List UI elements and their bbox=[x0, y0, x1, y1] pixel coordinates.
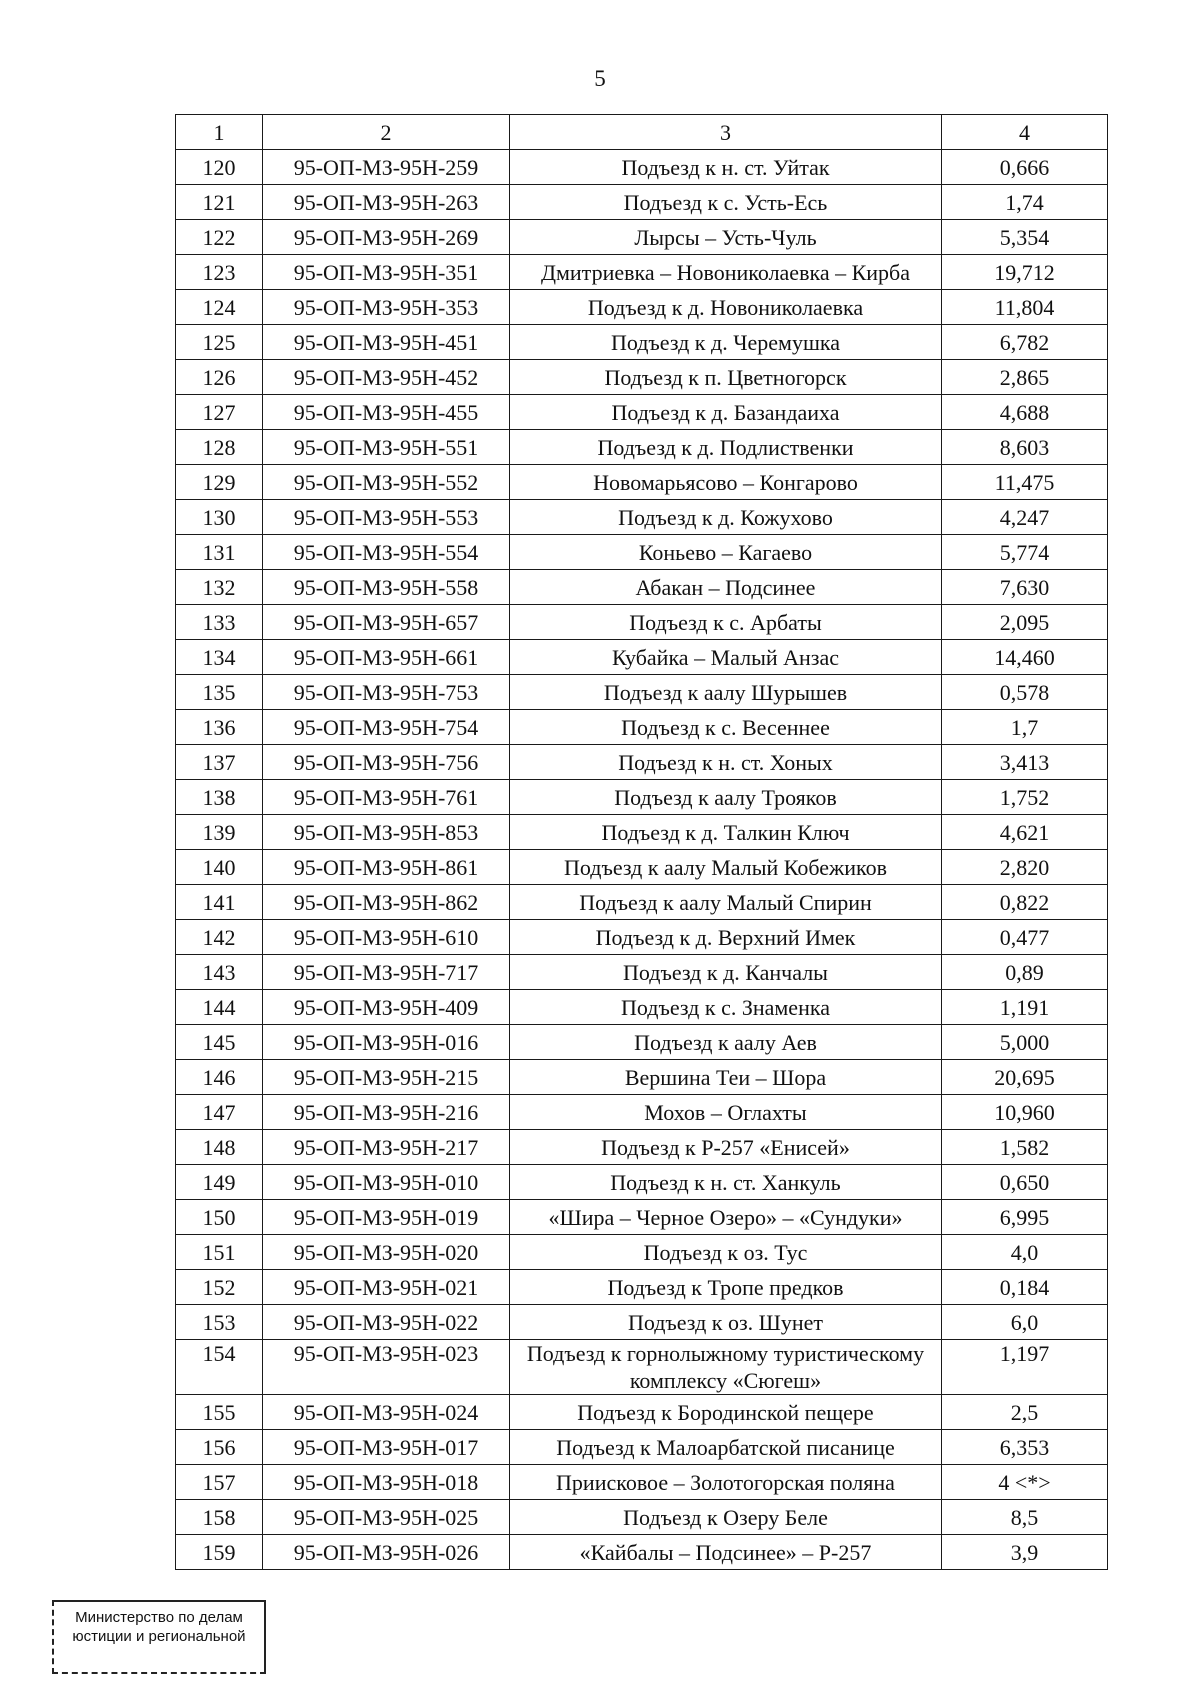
road-id: 95-ОП-МЗ-95Н-018 bbox=[263, 1465, 510, 1500]
road-name: Подъезд к аалу Трояков bbox=[510, 780, 942, 815]
road-id: 95-ОП-МЗ-95Н-657 bbox=[263, 605, 510, 640]
road-length: 8,603 bbox=[942, 430, 1108, 465]
row-number: 140 bbox=[176, 850, 263, 885]
road-name: Подъезд к Тропе предков bbox=[510, 1270, 942, 1305]
road-id: 95-ОП-МЗ-95Н-754 bbox=[263, 710, 510, 745]
road-id: 95-ОП-МЗ-95Н-025 bbox=[263, 1500, 510, 1535]
table-row bbox=[176, 1235, 1108, 1270]
road-id: 95-ОП-МЗ-95Н-022 bbox=[263, 1305, 510, 1340]
road-name: Подъезд к Р-257 «Енисей» bbox=[510, 1130, 942, 1165]
table-row bbox=[176, 430, 1108, 465]
page-number: 5 bbox=[594, 66, 606, 91]
row-number: 158 bbox=[176, 1500, 263, 1535]
road-length: 4,0 bbox=[942, 1235, 1108, 1270]
road-id: 95-ОП-МЗ-95Н-215 bbox=[263, 1060, 510, 1095]
header-col-4: 4 bbox=[942, 115, 1108, 150]
road-name: Подъезд к аалу Малый Спирин bbox=[510, 885, 942, 920]
road-id: 95-ОП-МЗ-95Н-553 bbox=[263, 500, 510, 535]
road-id: 95-ОП-МЗ-95Н-551 bbox=[263, 430, 510, 465]
road-length: 0,184 bbox=[942, 1270, 1108, 1305]
row-number: 137 bbox=[176, 745, 263, 780]
stamp-line-2: юстиции и региональной bbox=[72, 1628, 246, 1645]
road-name: Подъезд к н. ст. Уйтак bbox=[510, 150, 942, 185]
road-length: 7,630 bbox=[942, 570, 1108, 605]
road-length: 1,191 bbox=[942, 990, 1108, 1025]
table-row bbox=[176, 360, 1108, 395]
table-row bbox=[176, 1095, 1108, 1130]
road-id: 95-ОП-МЗ-95Н-217 bbox=[263, 1130, 510, 1165]
road-name: Подъезд к с. Знаменка bbox=[510, 990, 942, 1025]
road-id: 95-ОП-МЗ-95Н-452 bbox=[263, 360, 510, 395]
row-number: 127 bbox=[176, 395, 263, 430]
road-id: 95-ОП-МЗ-95Н-216 bbox=[263, 1095, 510, 1130]
row-number: 129 bbox=[176, 465, 263, 500]
road-id: 95-ОП-МЗ-95Н-016 bbox=[263, 1025, 510, 1060]
road-length: 6,782 bbox=[942, 325, 1108, 360]
row-number: 159 bbox=[176, 1535, 263, 1570]
road-length: 2,865 bbox=[942, 360, 1108, 395]
table-row bbox=[176, 1465, 1108, 1500]
road-id: 95-ОП-МЗ-95Н-019 bbox=[263, 1200, 510, 1235]
table-row bbox=[176, 185, 1108, 220]
table-row bbox=[176, 535, 1108, 570]
road-length: 1,197 bbox=[942, 1340, 1108, 1395]
road-length: 6,0 bbox=[942, 1305, 1108, 1340]
road-length: 0,650 bbox=[942, 1165, 1108, 1200]
table-header bbox=[176, 115, 1108, 150]
table-row bbox=[176, 1535, 1108, 1570]
road-length: 2,5 bbox=[942, 1395, 1108, 1430]
road-name: Подъезд к д. Подлиственки bbox=[510, 430, 942, 465]
row-number: 135 bbox=[176, 675, 263, 710]
row-number: 156 bbox=[176, 1430, 263, 1465]
road-id: 95-ОП-МЗ-95Н-717 bbox=[263, 955, 510, 990]
road-length: 0,666 bbox=[942, 150, 1108, 185]
table-row bbox=[176, 1165, 1108, 1200]
road-name: Дмитриевка – Новониколаевка – Кирба bbox=[510, 255, 942, 290]
road-id: 95-ОП-МЗ-95Н-610 bbox=[263, 920, 510, 955]
table-row bbox=[176, 850, 1108, 885]
road-id: 95-ОП-МЗ-95Н-753 bbox=[263, 675, 510, 710]
road-id: 95-ОП-МЗ-95Н-259 bbox=[263, 150, 510, 185]
road-length: 4,621 bbox=[942, 815, 1108, 850]
road-id: 95-ОП-МЗ-95Н-451 bbox=[263, 325, 510, 360]
road-length: 8,5 bbox=[942, 1500, 1108, 1535]
table-row bbox=[176, 675, 1108, 710]
road-id: 95-ОП-МЗ-95Н-853 bbox=[263, 815, 510, 850]
row-number: 153 bbox=[176, 1305, 263, 1340]
road-id: 95-ОП-МЗ-95Н-409 bbox=[263, 990, 510, 1025]
road-name: «Кайбалы – Подсинее» – Р-257 bbox=[510, 1535, 942, 1570]
road-length: 5,354 bbox=[942, 220, 1108, 255]
table-row bbox=[176, 465, 1108, 500]
roads-table bbox=[175, 114, 1108, 1570]
road-length: 0,578 bbox=[942, 675, 1108, 710]
row-number: 134 bbox=[176, 640, 263, 675]
row-number: 139 bbox=[176, 815, 263, 850]
row-number: 126 bbox=[176, 360, 263, 395]
row-number: 148 bbox=[176, 1130, 263, 1165]
road-name: Подъезд к Бородинской пещере bbox=[510, 1395, 942, 1430]
table-body bbox=[176, 150, 1108, 1570]
row-number: 151 bbox=[176, 1235, 263, 1270]
road-name: Подъезд к аалу Шурышев bbox=[510, 675, 942, 710]
table-row bbox=[176, 325, 1108, 360]
road-length: 4 <*> bbox=[942, 1465, 1108, 1500]
row-number: 122 bbox=[176, 220, 263, 255]
road-length: 11,475 bbox=[942, 465, 1108, 500]
stamp-line-1: Министерство по делам bbox=[75, 1609, 243, 1626]
road-id: 95-ОП-МЗ-95Н-552 bbox=[263, 465, 510, 500]
table-row bbox=[176, 290, 1108, 325]
table-row bbox=[176, 1025, 1108, 1060]
road-length: 2,820 bbox=[942, 850, 1108, 885]
table-row bbox=[176, 1060, 1108, 1095]
table-row bbox=[176, 1430, 1108, 1465]
road-length: 4,688 bbox=[942, 395, 1108, 430]
table-row bbox=[176, 150, 1108, 185]
road-name: Подъезд к оз. Тус bbox=[510, 1235, 942, 1270]
table-row bbox=[176, 605, 1108, 640]
row-number: 121 bbox=[176, 185, 263, 220]
row-number: 152 bbox=[176, 1270, 263, 1305]
road-id: 95-ОП-МЗ-95Н-023 bbox=[263, 1340, 510, 1395]
road-length: 3,413 bbox=[942, 745, 1108, 780]
table-row bbox=[176, 1270, 1108, 1305]
road-length: 11,804 bbox=[942, 290, 1108, 325]
row-number: 142 bbox=[176, 920, 263, 955]
row-number: 120 bbox=[176, 150, 263, 185]
row-number: 150 bbox=[176, 1200, 263, 1235]
road-name: Мохов – Оглахты bbox=[510, 1095, 942, 1130]
road-name: Лырсы – Усть-Чуль bbox=[510, 220, 942, 255]
row-number: 123 bbox=[176, 255, 263, 290]
row-number: 138 bbox=[176, 780, 263, 815]
road-length: 0,89 bbox=[942, 955, 1108, 990]
table-row bbox=[176, 640, 1108, 675]
road-id: 95-ОП-МЗ-95Н-554 bbox=[263, 535, 510, 570]
road-id: 95-ОП-МЗ-95Н-756 bbox=[263, 745, 510, 780]
road-name: Подъезд к д. Верхний Имек bbox=[510, 920, 942, 955]
table-row bbox=[176, 990, 1108, 1025]
road-name: Кубайка – Малый Анзас bbox=[510, 640, 942, 675]
row-number: 131 bbox=[176, 535, 263, 570]
table-row bbox=[176, 780, 1108, 815]
row-number: 133 bbox=[176, 605, 263, 640]
table-row bbox=[176, 395, 1108, 430]
table-row bbox=[176, 500, 1108, 535]
road-name: Подъезд к н. ст. Хоных bbox=[510, 745, 942, 780]
road-name: Подъезд к д. Канчалы bbox=[510, 955, 942, 990]
row-number: 141 bbox=[176, 885, 263, 920]
header-col-2: 2 bbox=[263, 115, 510, 150]
row-number: 143 bbox=[176, 955, 263, 990]
road-name: Вершина Теи – Шора bbox=[510, 1060, 942, 1095]
header-col-3: 3 bbox=[510, 115, 942, 150]
road-length: 2,095 bbox=[942, 605, 1108, 640]
road-name: Подъезд к д. Кожухово bbox=[510, 500, 942, 535]
road-name: Подъезд к д. Черемушка bbox=[510, 325, 942, 360]
road-name: Подъезд к аалу Малый Кобежиков bbox=[510, 850, 942, 885]
table-row bbox=[176, 1500, 1108, 1535]
table-row bbox=[176, 220, 1108, 255]
road-id: 95-ОП-МЗ-95Н-024 bbox=[263, 1395, 510, 1430]
road-name: Подъезд к д. Базандаиха bbox=[510, 395, 942, 430]
road-name: Подъезд к Озеру Беле bbox=[510, 1500, 942, 1535]
road-name: Новомарьясово – Конгарово bbox=[510, 465, 942, 500]
row-number: 147 bbox=[176, 1095, 263, 1130]
road-length: 3,9 bbox=[942, 1535, 1108, 1570]
road-length: 4,247 bbox=[942, 500, 1108, 535]
road-name: Подъезд к оз. Шунет bbox=[510, 1305, 942, 1340]
road-id: 95-ОП-МЗ-95Н-263 bbox=[263, 185, 510, 220]
road-name: Приисковое – Золотогорская поляна bbox=[510, 1465, 942, 1500]
road-id: 95-ОП-МЗ-95Н-351 bbox=[263, 255, 510, 290]
road-length: 0,477 bbox=[942, 920, 1108, 955]
road-name: Подъезд к с. Весеннее bbox=[510, 710, 942, 745]
row-number: 136 bbox=[176, 710, 263, 745]
road-length: 5,000 bbox=[942, 1025, 1108, 1060]
road-length: 19,712 bbox=[942, 255, 1108, 290]
road-length: 1,7 bbox=[942, 710, 1108, 745]
road-id: 95-ОП-МЗ-95Н-558 bbox=[263, 570, 510, 605]
header-row bbox=[176, 115, 1108, 150]
road-id: 95-ОП-МЗ-95Н-269 bbox=[263, 220, 510, 255]
road-name: Подъезд к д. Новониколаевка bbox=[510, 290, 942, 325]
road-length: 1,582 bbox=[942, 1130, 1108, 1165]
road-id: 95-ОП-МЗ-95Н-861 bbox=[263, 850, 510, 885]
table-row bbox=[176, 1340, 1108, 1395]
row-number: 144 bbox=[176, 990, 263, 1025]
table-row bbox=[176, 955, 1108, 990]
road-length: 1,74 bbox=[942, 185, 1108, 220]
road-name: «Шира – Черное Озеро» – «Сундуки» bbox=[510, 1200, 942, 1235]
row-number: 124 bbox=[176, 290, 263, 325]
table-row bbox=[176, 815, 1108, 850]
road-name: Подъезд к с. Усть-Есь bbox=[510, 185, 942, 220]
road-length: 5,774 bbox=[942, 535, 1108, 570]
road-name: Подъезд к п. Цветногорск bbox=[510, 360, 942, 395]
road-length: 6,353 bbox=[942, 1430, 1108, 1465]
row-number: 155 bbox=[176, 1395, 263, 1430]
table-row bbox=[176, 1130, 1108, 1165]
row-number: 145 bbox=[176, 1025, 263, 1060]
road-length: 6,995 bbox=[942, 1200, 1108, 1235]
road-name: Абакан – Подсинее bbox=[510, 570, 942, 605]
road-length: 14,460 bbox=[942, 640, 1108, 675]
row-number: 154 bbox=[176, 1340, 263, 1395]
table-row bbox=[176, 570, 1108, 605]
road-name: Подъезд к горнолыжному туристическому комплексу «Сюгеш» bbox=[510, 1340, 942, 1395]
road-id: 95-ОП-МЗ-95Н-862 bbox=[263, 885, 510, 920]
table-row bbox=[176, 710, 1108, 745]
road-name: Подъезд к н. ст. Ханкуль bbox=[510, 1165, 942, 1200]
table-row bbox=[176, 1395, 1108, 1430]
road-name: Подъезд к д. Талкин Ключ bbox=[510, 815, 942, 850]
road-length: 10,960 bbox=[942, 1095, 1108, 1130]
road-id: 95-ОП-МЗ-95Н-017 bbox=[263, 1430, 510, 1465]
road-length: 20,695 bbox=[942, 1060, 1108, 1095]
table-row bbox=[176, 1305, 1108, 1340]
road-length: 1,752 bbox=[942, 780, 1108, 815]
road-id: 95-ОП-МЗ-95Н-455 bbox=[263, 395, 510, 430]
row-number: 132 bbox=[176, 570, 263, 605]
table-row bbox=[176, 745, 1108, 780]
road-name: Подъезд к аалу Аев bbox=[510, 1025, 942, 1060]
road-name: Подъезд к с. Арбаты bbox=[510, 605, 942, 640]
row-number: 157 bbox=[176, 1465, 263, 1500]
road-id: 95-ОП-МЗ-95Н-020 bbox=[263, 1235, 510, 1270]
road-id: 95-ОП-МЗ-95Н-010 bbox=[263, 1165, 510, 1200]
road-name: Коньево – Кагаево bbox=[510, 535, 942, 570]
row-number: 146 bbox=[176, 1060, 263, 1095]
road-id: 95-ОП-МЗ-95Н-021 bbox=[263, 1270, 510, 1305]
table-row bbox=[176, 885, 1108, 920]
road-id: 95-ОП-МЗ-95Н-661 bbox=[263, 640, 510, 675]
header-col-1: 1 bbox=[176, 115, 263, 150]
row-number: 130 bbox=[176, 500, 263, 535]
row-number: 128 bbox=[176, 430, 263, 465]
road-id: 95-ОП-МЗ-95Н-761 bbox=[263, 780, 510, 815]
row-number: 125 bbox=[176, 325, 263, 360]
table-row bbox=[176, 255, 1108, 290]
ministry-stamp bbox=[52, 1600, 266, 1674]
row-number: 149 bbox=[176, 1165, 263, 1200]
road-id: 95-ОП-МЗ-95Н-026 bbox=[263, 1535, 510, 1570]
road-name: Подъезд к Малоарбатской писанице bbox=[510, 1430, 942, 1465]
table-row bbox=[176, 1200, 1108, 1235]
road-length: 0,822 bbox=[942, 885, 1108, 920]
road-id: 95-ОП-МЗ-95Н-353 bbox=[263, 290, 510, 325]
table-row bbox=[176, 920, 1108, 955]
